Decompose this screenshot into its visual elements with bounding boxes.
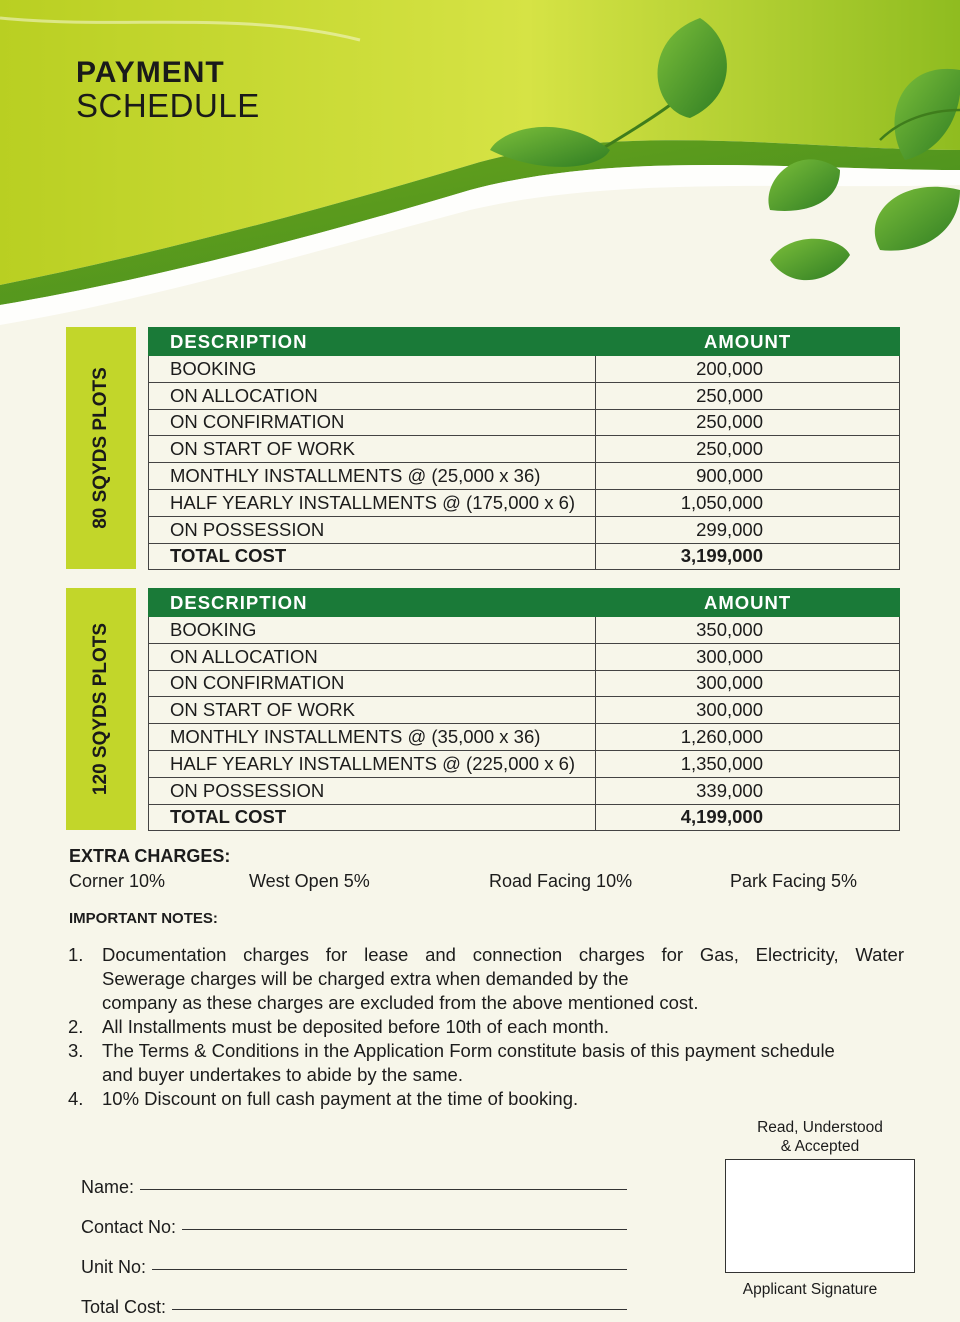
row-description: MONTHLY INSTALLMENTS @ (35,000 x 36) — [149, 724, 596, 751]
table-row — [149, 382, 900, 409]
total-row — [149, 543, 900, 570]
table-row — [149, 750, 900, 777]
extra-charge-item: Park Facing 5% — [730, 871, 858, 891]
name-field[interactable] — [81, 1160, 641, 1200]
total-cost-field[interactable] — [81, 1280, 641, 1320]
total-cost-field-line[interactable] — [172, 1309, 627, 1310]
plan-side-tab — [66, 327, 136, 569]
row-amount: 299,000 — [596, 516, 900, 543]
row-amount: 300,000 — [596, 643, 900, 670]
unit-field[interactable] — [81, 1240, 641, 1280]
row-description: ON CONFIRMATION — [149, 409, 596, 436]
row-description: BOOKING — [149, 617, 596, 644]
contact-field[interactable] — [81, 1200, 641, 1240]
name-field-label: Name: — [81, 1177, 135, 1197]
contact-field-line[interactable] — [182, 1229, 627, 1230]
row-description: ON ALLOCATION — [149, 382, 596, 409]
description-header: DESCRIPTION — [149, 589, 596, 617]
note-number: 3. — [68, 1040, 84, 1061]
total-label: TOTAL COST — [149, 804, 596, 831]
row-amount: 250,000 — [596, 382, 900, 409]
note-line: Sewerage charges will be charged extra when demanded by the — [102, 968, 629, 989]
extra-charge-item: Road Facing 10% — [489, 871, 633, 891]
row-amount: 300,000 — [596, 670, 900, 697]
table-row — [149, 436, 900, 463]
accept-line-2: & Accepted — [780, 1138, 860, 1155]
table-header-row — [149, 328, 900, 356]
table-row — [149, 724, 900, 751]
note-line: company as these charges are excluded from the above mentioned cost. — [102, 992, 699, 1013]
row-amount: 1,260,000 — [596, 724, 900, 751]
accept-caption — [735, 1118, 905, 1156]
note-line: All Installments must be deposited before 10th of each month. — [102, 1016, 609, 1037]
table-row — [149, 670, 900, 697]
signature-box[interactable] — [725, 1159, 915, 1273]
row-description: ON START OF WORK — [149, 697, 596, 724]
note-line: The Terms & Conditions in the Application Form constitute basis of this payment schedule — [102, 1040, 835, 1061]
note-item — [68, 1039, 904, 1087]
unit-field-line[interactable] — [152, 1269, 627, 1270]
header-leaf-artwork — [0, 0, 960, 330]
important-notes-title: IMPORTANT NOTES: — [69, 910, 218, 927]
extra-charges — [69, 846, 889, 897]
row-amount: 250,000 — [596, 409, 900, 436]
page-title — [76, 58, 260, 122]
table-row — [149, 356, 900, 383]
total-label: TOTAL COST — [149, 543, 596, 570]
table-row — [149, 777, 900, 804]
row-amount: 900,000 — [596, 463, 900, 490]
table-row — [149, 489, 900, 516]
total-amount: 4,199,000 — [596, 804, 900, 831]
payment-table — [148, 588, 900, 831]
row-amount: 200,000 — [596, 356, 900, 383]
unit-field-label: Unit No: — [81, 1257, 147, 1277]
total-row — [149, 804, 900, 831]
row-description: HALF YEARLY INSTALLMENTS @ (225,000 x 6) — [149, 750, 596, 777]
total-cost-field-label: Total Cost: — [81, 1297, 167, 1317]
important-notes-list — [68, 943, 904, 1111]
table-row — [149, 697, 900, 724]
row-amount: 300,000 — [596, 697, 900, 724]
table-header-row — [149, 589, 900, 617]
note-line: 10% Discount on full cash payment at the time of booking. — [102, 1088, 579, 1109]
plan-120-sqyds — [66, 588, 902, 830]
accept-line-1: Read, Understood — [757, 1119, 883, 1136]
note-line: and buyer undertakes to abide by the same. — [102, 1064, 463, 1085]
note-item — [68, 943, 904, 1015]
signature-label: Applicant Signature — [742, 1281, 878, 1298]
note-number: 2. — [68, 1016, 84, 1037]
row-amount: 250,000 — [596, 436, 900, 463]
row-description: HALF YEARLY INSTALLMENTS @ (175,000 x 6) — [149, 489, 596, 516]
contact-field-label: Contact No: — [81, 1217, 177, 1237]
extra-charges-title: EXTRA CHARGES: — [69, 846, 231, 866]
note-item — [68, 1087, 904, 1111]
plan-label: 80 SQYDS PLOTS — [90, 367, 111, 529]
table-row — [149, 617, 900, 644]
total-amount: 3,199,000 — [596, 543, 900, 570]
row-amount: 339,000 — [596, 777, 900, 804]
note-line: Documentation charges for lease and connection charges for Gas, Electricity, Water — [102, 944, 904, 965]
note-number: 1. — [68, 944, 84, 965]
extra-charge-item: West Open 5% — [249, 871, 370, 891]
row-description: ON ALLOCATION — [149, 643, 596, 670]
title-line-1: PAYMENT — [76, 56, 225, 89]
table-row — [149, 643, 900, 670]
amount-header: AMOUNT — [596, 328, 900, 356]
row-description: ON CONFIRMATION — [149, 670, 596, 697]
description-header: DESCRIPTION — [149, 328, 596, 356]
title-line-2: SCHEDULE — [76, 87, 260, 124]
table-row — [149, 409, 900, 436]
row-description: ON POSSESSION — [149, 777, 596, 804]
payment-table — [148, 327, 900, 570]
row-description: ON START OF WORK — [149, 436, 596, 463]
note-item — [68, 1015, 904, 1039]
plan-80-sqyds — [66, 327, 902, 569]
row-description: MONTHLY INSTALLMENTS @ (25,000 x 36) — [149, 463, 596, 490]
row-amount: 1,050,000 — [596, 489, 900, 516]
table-row — [149, 516, 900, 543]
table-row — [149, 463, 900, 490]
name-field-line[interactable] — [140, 1189, 627, 1190]
row-amount: 350,000 — [596, 617, 900, 644]
extra-charges-list — [69, 871, 889, 897]
row-description: BOOKING — [149, 356, 596, 383]
extra-charge-item: Corner 10% — [69, 871, 166, 891]
plan-label: 120 SQYDS PLOTS — [90, 622, 111, 796]
row-description: ON POSSESSION — [149, 516, 596, 543]
plan-side-tab — [66, 588, 136, 830]
note-number: 4. — [68, 1088, 84, 1109]
applicant-form — [81, 1160, 641, 1320]
amount-header: AMOUNT — [596, 589, 900, 617]
row-amount: 1,350,000 — [596, 750, 900, 777]
